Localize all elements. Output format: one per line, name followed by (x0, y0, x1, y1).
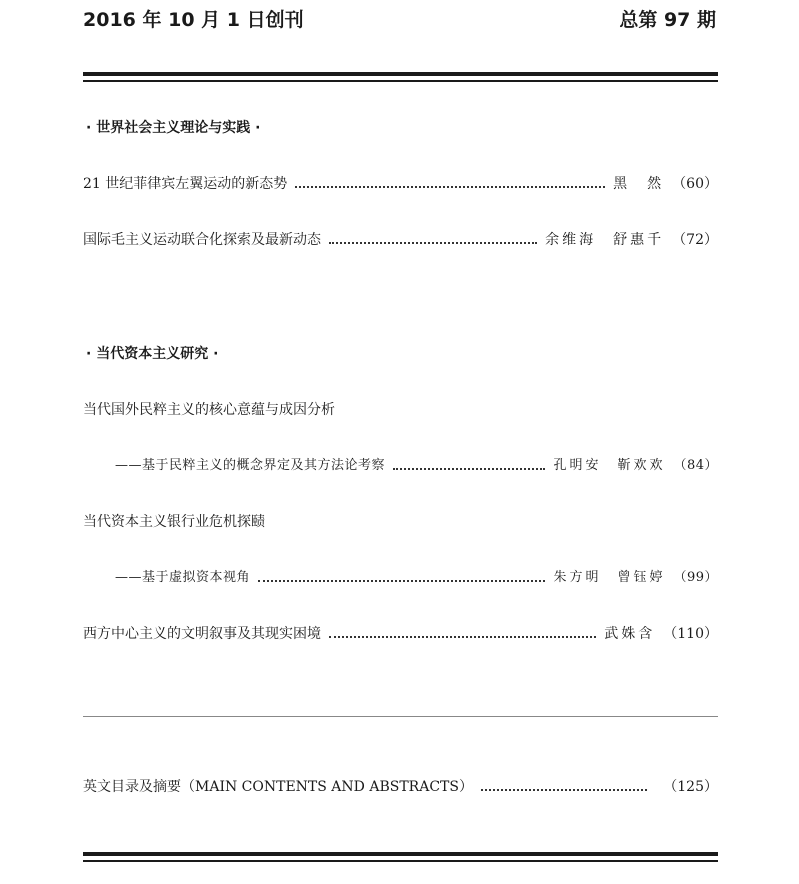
entry-page: （84） (673, 458, 718, 473)
entry-authors: 武姝含 (604, 626, 656, 642)
toc-entry-subtitle[interactable] (115, 566, 718, 590)
toc-entry[interactable] (83, 622, 718, 646)
header-divider (83, 72, 718, 76)
entry-authors: 孔明安 靳欢欢 (553, 458, 666, 473)
entry-page: （110） (663, 626, 718, 642)
entry-page: （125） (663, 779, 718, 795)
dot-leader (393, 467, 545, 470)
entry-title: 西方中心主义的文明叙事及其现实困境 (83, 626, 321, 642)
dot-leader (258, 579, 545, 582)
entry-authors: 余维海 舒惠千 (545, 232, 665, 248)
issue-number: 总第 97 期 (619, 9, 716, 31)
toc-entry[interactable] (83, 172, 718, 196)
entry-title: 英文目录及摘要（MAIN CONTENTS AND ABSTRACTS） (83, 779, 473, 795)
toc-entry-subtitle[interactable] (115, 454, 718, 478)
toc-entry-english-contents[interactable] (83, 775, 718, 799)
toc-entry-title-only[interactable] (83, 510, 718, 534)
dot-leader (329, 635, 596, 638)
founding-date: 2016 年 10 月 1 日创刊 (83, 9, 304, 31)
entry-subtitle: ——基于虚拟资本视角 (115, 570, 251, 585)
entry-authors: 朱方明 曾钰婷 (553, 570, 666, 585)
entry-title: 21 世纪菲律宾左翼运动的新态势 (83, 176, 288, 192)
dot-leader (295, 185, 605, 188)
toc-entry-title-only[interactable] (83, 398, 718, 422)
header-divider-second (83, 80, 718, 82)
section-title-contemporary-capitalism: · 当代资本主义研究 · (86, 346, 219, 362)
dot-leader (329, 241, 537, 244)
entry-title: 当代资本主义银行业危机探赜 (83, 514, 265, 530)
toc-entry[interactable] (83, 228, 718, 252)
entry-page: （99） (673, 570, 718, 585)
entry-title: 当代国外民粹主义的核心意蕴与成因分析 (83, 402, 335, 418)
entry-subtitle: ——基于民粹主义的概念界定及其方法论考察 (115, 458, 386, 473)
entry-title: 国际毛主义运动联合化探索及最新动态 (83, 232, 321, 248)
entry-page: （72） (672, 232, 718, 248)
footer-divider (83, 852, 718, 856)
dot-leader (481, 788, 647, 791)
footer-divider-second (83, 860, 718, 862)
section-divider (83, 716, 718, 717)
section-title-world-socialism: · 世界社会主义理论与实践 · (86, 120, 261, 136)
entry-authors: 黑 然 (613, 176, 665, 192)
entry-page: （60） (672, 176, 718, 192)
